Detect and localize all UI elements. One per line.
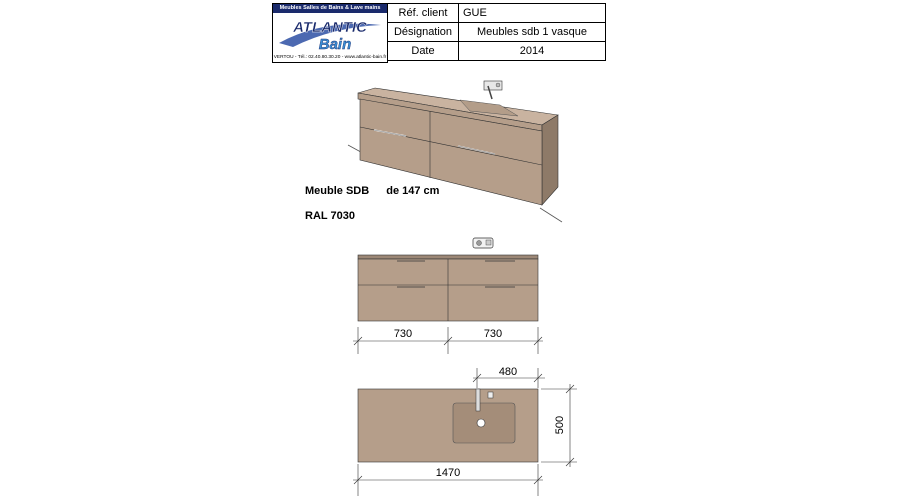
info-row-ref xyxy=(388,4,606,23)
designation-value: Meubles sdb 1 vasque xyxy=(459,23,606,42)
dim-total-width: 1470 xyxy=(435,467,461,479)
caption-size: de 147 cm xyxy=(386,185,440,197)
logo-tagline: Meubles Salles de Bains & Lave mains xyxy=(273,4,387,13)
designation-label: Désignation xyxy=(388,23,459,42)
date-value: 2014 xyxy=(459,42,606,61)
date-label: Date xyxy=(388,42,459,61)
floor-line-right xyxy=(540,208,562,222)
dim-basin-width: 480 xyxy=(498,366,518,378)
front-top xyxy=(358,255,538,259)
caption-title-row xyxy=(305,185,439,197)
info-row-designation xyxy=(388,23,606,42)
drain-icon xyxy=(477,419,485,427)
logo-brand-line1: ATLANTIC xyxy=(293,19,367,36)
brand-logo xyxy=(272,3,388,63)
logo-contact: VERTOU - Tél.: 02.40.80.30.20 - www.atlantic-bain.fr xyxy=(273,55,387,60)
logo-brand-line2: Bain xyxy=(318,36,352,53)
top-view xyxy=(345,362,590,498)
perspective-view xyxy=(330,75,575,225)
cabinet-side xyxy=(542,115,558,205)
ref-value: GUE xyxy=(459,4,606,23)
info-row-date xyxy=(388,42,606,61)
info-table xyxy=(387,3,606,61)
front-dimension-lines xyxy=(353,327,543,354)
title-block xyxy=(272,3,607,63)
dim-left-width: 730 xyxy=(393,328,413,340)
front-elevation xyxy=(345,232,560,357)
caption-title: Meuble SDB xyxy=(305,185,370,197)
ref-label: Réf. client xyxy=(388,4,459,23)
caption-color: RAL 7030 xyxy=(305,210,355,222)
faucet-front-icon xyxy=(473,238,493,248)
logo-graphic xyxy=(273,13,387,54)
dim-depth: 500 xyxy=(554,415,566,435)
faucet-icon xyxy=(484,81,502,99)
dim-right-width: 730 xyxy=(483,328,503,340)
